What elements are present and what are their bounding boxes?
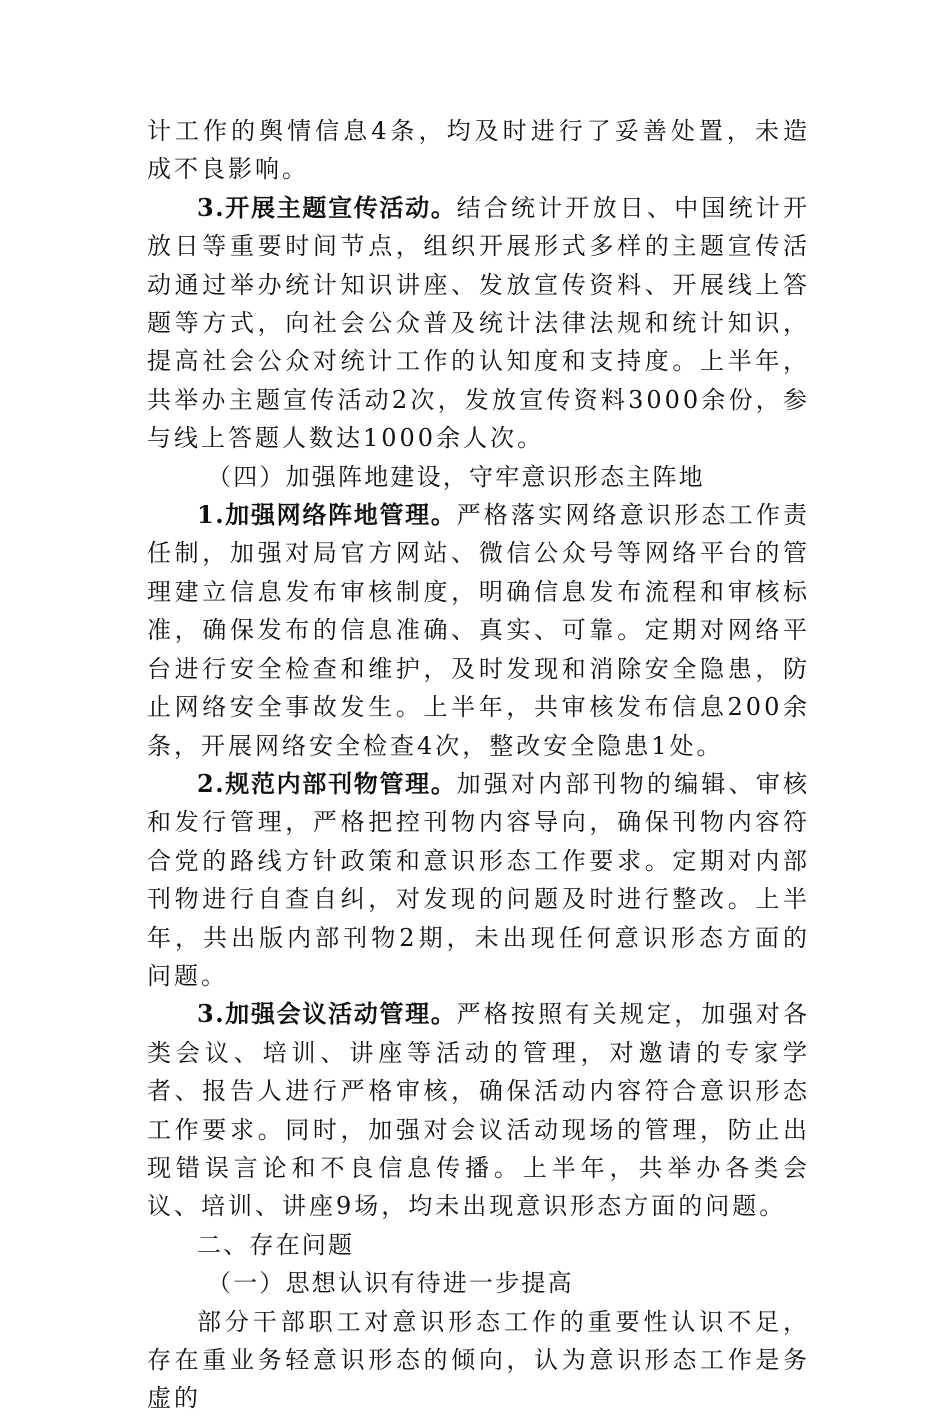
section-heading-text: （一）思想认识有待进一步提高	[207, 1269, 574, 1298]
paragraph-meeting-management	[147, 995, 810, 1225]
paragraph-awareness	[147, 1303, 810, 1418]
paragraph-lead-heading: 2.规范内部刊物管理。	[197, 768, 457, 798]
paragraph-internal-publications	[147, 765, 810, 995]
section-heading-1	[147, 1264, 810, 1302]
paragraph-text: 严格落实网络意识形态工作责任制，加强对局官方网站、微信公众号等网络平台的管理建立信息发布审核制度，明确信息发布流程和审核标准，确保发布的信息准确、真实、可靠。定期对网络平台进行安全检查和维护，及时发现和消除安全隐患，防止网络安全事故发生。上半年，共审核发布信息200余条，开展网络安全检查4次，整改安全隐患1处。	[147, 501, 810, 760]
paragraph-continued	[147, 112, 810, 189]
section-heading-text: 二、存在问题	[197, 1230, 355, 1259]
paragraph-lead-heading: 3.加强会议活动管理。	[197, 999, 457, 1029]
paragraph-lead-heading: 3.开展主题宣传活动。	[197, 192, 457, 222]
paragraph-text: 部分干部职工对意识形态工作的重要性认识不足，存在重业务轻意识形态的倾向，认为意识形态工作是务虚的	[147, 1307, 810, 1413]
paragraph-text: 计工作的舆情信息4条，均及时进行了妥善处置，未造成不良影响。	[147, 117, 810, 184]
paragraph-text: 结合统计开放日、中国统计开放日等重要时间节点，组织开展形式多样的主题宣传活动通过举办统计知识讲座、发放宣传资料、开展线上答题等方式，向社会公众普及统计法律法规和统计知识，提高社会公众对统计工作的认知度和支持度。上半年，共举办主题宣传活动2次，发放宣传资料3000余份，参与线上答题人数达1000余人次。	[147, 193, 810, 453]
paragraph-lead-heading: 1.加强网络阵地管理。	[197, 500, 457, 530]
paragraph-text: 加强对内部刊物的编辑、审核和发行管理，严格把控刊物内容导向，确保刊物内容符合党的路线方针政策和意识形态工作要求。定期对内部刊物进行自查自纠，对发现的问题及时进行整改。上半年，共出版内部刊物2期，未出现任何意识形态方面的问题。	[147, 769, 810, 990]
paragraph-network-management	[147, 496, 810, 765]
section-heading-4	[147, 458, 810, 496]
section-heading-text: （四）加强阵地建设，守牢意识形态主阵地	[207, 462, 705, 491]
section-heading-problems	[147, 1226, 810, 1264]
paragraph-text: 严格按照有关规定，加强对各类会议、培训、讲座等活动的管理，对邀请的专家学者、报告人进行严格审核，确保活动内容符合意识形态工作要求。同时，加强对会议活动现场的管理，防止出现错误言论和不良信息传播。上半年，共举办各类会议、培训、讲座9场，均未出现意识形态方面的问题。	[147, 1000, 810, 1221]
paragraph-theme-publicity	[147, 189, 810, 458]
